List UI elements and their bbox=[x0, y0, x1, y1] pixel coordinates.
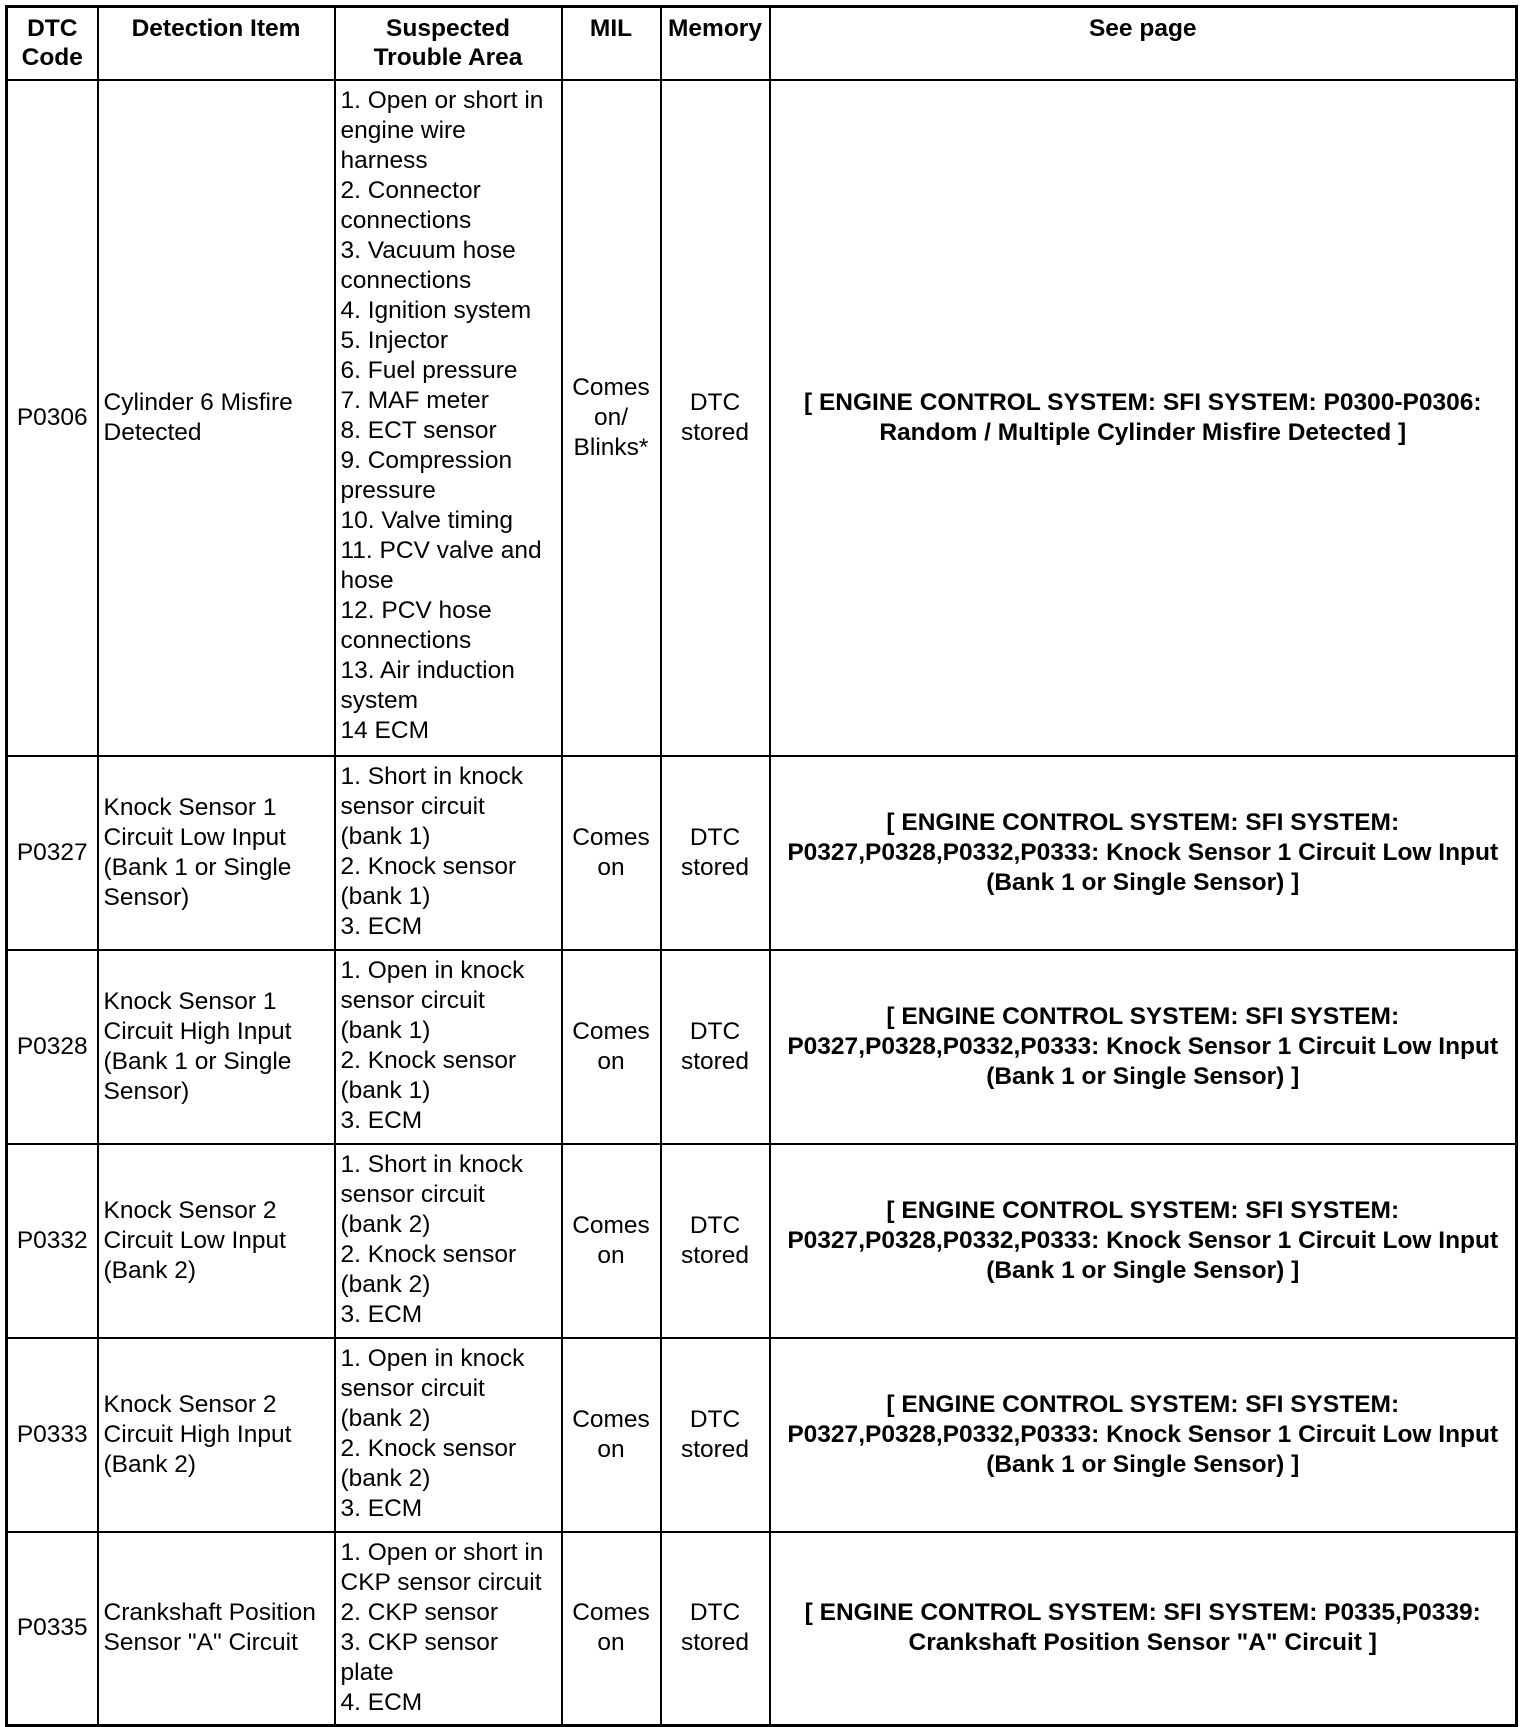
cell-text-line: Crankshaft Position Sensor "A" Circuit ] bbox=[908, 1629, 1377, 1657]
cell-text-line: 11. PCV valve and bbox=[340, 536, 542, 564]
cell-text-line: on/ bbox=[593, 403, 629, 431]
cell-text-line: stored bbox=[680, 1047, 750, 1075]
cell-text-line: DTC bbox=[689, 823, 741, 851]
cell-text-line: pressure bbox=[340, 476, 436, 504]
see-page-link[interactable] bbox=[770, 1338, 1517, 1532]
cell-text-line: (Bank 1 or Single Sensor) ] bbox=[986, 1062, 1300, 1090]
cell-text-line: (Bank 1 or Single bbox=[103, 853, 292, 881]
cell-text-line: sensor circuit bbox=[340, 986, 485, 1014]
table-row bbox=[7, 1532, 1517, 1726]
cell-text-line: (bank 2) bbox=[340, 1404, 431, 1432]
cell-text-line: DTC bbox=[27, 15, 78, 42]
detection-item-cell bbox=[98, 1532, 335, 1726]
cell-text-line: 1. Open in knock bbox=[340, 1344, 525, 1372]
cell-text-line: (bank 1) bbox=[340, 1016, 431, 1044]
cell-text-line: (Bank 2) bbox=[103, 1450, 197, 1478]
dtc-code-cell: P0335 bbox=[7, 1532, 98, 1726]
cell-text-line: Cylinder 6 Misfire bbox=[103, 388, 293, 416]
see-page-link[interactable] bbox=[770, 1144, 1517, 1338]
cell-text-line: system bbox=[340, 686, 419, 714]
cell-text-line: (Bank 1 or Single Sensor) ] bbox=[986, 1256, 1300, 1284]
cell-text-line: [ ENGINE CONTROL SYSTEM: SFI SYSTEM: bbox=[886, 1390, 1400, 1418]
detection-item-cell bbox=[98, 756, 335, 950]
mil-cell bbox=[562, 1144, 661, 1338]
see-page-link[interactable] bbox=[770, 756, 1517, 950]
cell-text-line: 6. Fuel pressure bbox=[340, 356, 518, 384]
cell-text-line: sensor circuit bbox=[340, 1374, 485, 1402]
cell-text-line: (Bank 1 or Single Sensor) ] bbox=[986, 868, 1300, 896]
cell-text-line: 5. Injector bbox=[340, 326, 449, 354]
cell-text-line: (bank 1) bbox=[340, 1076, 431, 1104]
cell-text-line: 13. Air induction bbox=[340, 656, 515, 684]
detection-item-cell bbox=[98, 950, 335, 1144]
see-page-link[interactable] bbox=[770, 950, 1517, 1144]
cell-text-line: Crankshaft Position bbox=[103, 1599, 316, 1627]
cell-text-line: (bank 2) bbox=[340, 1210, 431, 1238]
header-detection-item bbox=[98, 7, 335, 80]
cell-text-line: Comes bbox=[572, 373, 650, 401]
cell-text-line: connections bbox=[340, 206, 472, 234]
table-row bbox=[7, 756, 1517, 950]
table-row bbox=[7, 1144, 1517, 1338]
cell-text-line: 2. Knock sensor bbox=[340, 1434, 517, 1462]
cell-text-line: 3. Vacuum hose bbox=[340, 236, 516, 264]
cell-text-line: 1. Open or short in bbox=[340, 86, 544, 114]
cell-text-line: 3. ECM bbox=[340, 912, 423, 940]
cell-text-line: stored bbox=[680, 853, 750, 881]
header-row bbox=[7, 7, 1517, 80]
header-see-page bbox=[770, 7, 1517, 80]
cell-text-line: (bank 1) bbox=[340, 822, 431, 850]
cell-text-line: P0327,P0328,P0332,P0333: Knock Sensor 1 Circuit Low Input bbox=[787, 1420, 1499, 1448]
trouble-area-cell bbox=[335, 1144, 562, 1338]
mil-cell bbox=[562, 80, 661, 756]
header-suspected-trouble-area bbox=[335, 7, 562, 80]
cell-text-line: 4. ECM bbox=[340, 1688, 423, 1716]
cell-text-line: (Bank 1 or Single bbox=[103, 1047, 292, 1075]
cell-text-line: Memory bbox=[668, 15, 762, 42]
cell-text-line: harness bbox=[340, 146, 428, 174]
cell-text-line: Detected bbox=[103, 418, 202, 446]
cell-text-line: 7. MAF meter bbox=[340, 386, 489, 414]
cell-text-line: [ ENGINE CONTROL SYSTEM: SFI SYSTEM: bbox=[886, 1002, 1400, 1030]
memory-cell bbox=[661, 950, 770, 1144]
cell-text-line: P0327,P0328,P0332,P0333: Knock Sensor 1 Circuit Low Input bbox=[787, 1032, 1499, 1060]
cell-text-line: Circuit Low Input bbox=[103, 1226, 286, 1254]
cell-text-line: 2. Knock sensor bbox=[340, 852, 517, 880]
cell-text-line: See page bbox=[1088, 15, 1197, 42]
cell-text-line: 3. ECM bbox=[340, 1494, 423, 1522]
mil-cell bbox=[562, 1532, 661, 1726]
cell-text-line: 2. Connector bbox=[340, 176, 481, 204]
cell-text-line: Knock Sensor 2 bbox=[103, 1196, 277, 1224]
cell-text-line: Random / Multiple Cylinder Misfire Detected ] bbox=[879, 418, 1407, 446]
cell-text-line: DTC bbox=[689, 1017, 741, 1045]
header-dtc-code bbox=[7, 7, 98, 80]
trouble-area-cell bbox=[335, 80, 562, 756]
cell-text-line: Comes bbox=[572, 1599, 650, 1627]
trouble-area-cell bbox=[335, 950, 562, 1144]
cell-text-line: 1. Short in knock bbox=[340, 762, 523, 790]
cell-text-line: DTC bbox=[689, 388, 741, 416]
cell-text-line: Knock Sensor 1 bbox=[103, 987, 277, 1015]
dtc-code-cell: P0328 bbox=[7, 950, 98, 1144]
cell-text-line: connections bbox=[340, 626, 472, 654]
cell-text-line: Detection Item bbox=[131, 15, 301, 42]
cell-text-line: DTC bbox=[689, 1405, 741, 1433]
cell-text-line: (bank 2) bbox=[340, 1464, 431, 1492]
cell-text-line: [ ENGINE CONTROL SYSTEM: SFI SYSTEM: bbox=[886, 1196, 1400, 1224]
cell-text-line: 3. CKP sensor bbox=[340, 1628, 499, 1656]
cell-text-line: on bbox=[597, 1629, 625, 1657]
cell-text-line: on bbox=[597, 1435, 625, 1463]
cell-text-line: 9. Compression bbox=[340, 446, 513, 474]
cell-text-line: on bbox=[597, 1047, 625, 1075]
dtc-table bbox=[5, 5, 1518, 1727]
cell-text-line: MIL bbox=[589, 15, 633, 42]
trouble-area-cell bbox=[335, 756, 562, 950]
cell-text-line: 8. ECT sensor bbox=[340, 416, 497, 444]
cell-text-line: 1. Open or short in bbox=[340, 1538, 544, 1566]
cell-text-line: Comes bbox=[572, 1211, 650, 1239]
cell-text-line: 3. ECM bbox=[340, 1300, 423, 1328]
cell-text-line: Circuit Low Input bbox=[103, 823, 286, 851]
cell-text-line: (Bank 1 or Single Sensor) ] bbox=[986, 1450, 1300, 1478]
cell-text-line: [ ENGINE CONTROL SYSTEM: SFI SYSTEM: bbox=[886, 808, 1400, 836]
cell-text-line: 2. Knock sensor bbox=[340, 1240, 517, 1268]
cell-text-line: stored bbox=[680, 418, 750, 446]
cell-text-line: connections bbox=[340, 266, 472, 294]
cell-text-line: 12. PCV hose bbox=[340, 596, 492, 624]
cell-text-line: 1. Open in knock bbox=[340, 956, 525, 984]
cell-text-line: Knock Sensor 1 bbox=[103, 793, 277, 821]
dtc-code-cell: P0332 bbox=[7, 1144, 98, 1338]
cell-text-line: Circuit High Input bbox=[103, 1420, 292, 1448]
cell-text-line: Comes bbox=[572, 1017, 650, 1045]
cell-text-line: (Bank 2) bbox=[103, 1256, 197, 1284]
cell-text-line: 3. ECM bbox=[340, 1106, 423, 1134]
detection-item-cell bbox=[98, 1338, 335, 1532]
see-page-link[interactable] bbox=[770, 1532, 1517, 1726]
dtc-code-cell: P0306 bbox=[7, 80, 98, 756]
cell-text-line: plate bbox=[340, 1658, 394, 1686]
memory-cell bbox=[661, 1532, 770, 1726]
cell-text-line: 10. Valve timing bbox=[340, 506, 513, 534]
cell-text-line: Comes bbox=[572, 823, 650, 851]
cell-text-line: DTC bbox=[689, 1211, 741, 1239]
cell-text-line: CKP sensor circuit bbox=[340, 1568, 542, 1596]
header-mil bbox=[562, 7, 661, 80]
cell-text-line: 14 ECM bbox=[340, 716, 430, 744]
cell-text-line: 1. Short in knock bbox=[340, 1150, 523, 1178]
cell-text-line: 2. CKP sensor bbox=[340, 1598, 499, 1626]
cell-text-line: Code bbox=[21, 44, 83, 71]
cell-text-line: P0327,P0328,P0332,P0333: Knock Sensor 1 Circuit Low Input bbox=[787, 1226, 1499, 1254]
table-row bbox=[7, 950, 1517, 1144]
memory-cell bbox=[661, 1144, 770, 1338]
mil-cell bbox=[562, 1338, 661, 1532]
memory-cell bbox=[661, 80, 770, 756]
cell-text-line: Sensor) bbox=[103, 883, 190, 911]
cell-text-line: Sensor) bbox=[103, 1077, 190, 1105]
cell-text-line: on bbox=[597, 853, 625, 881]
memory-cell bbox=[661, 1338, 770, 1532]
dtc-code-cell: P0327 bbox=[7, 756, 98, 950]
cell-text-line: sensor circuit bbox=[340, 792, 485, 820]
cell-text-line: Trouble Area bbox=[373, 44, 523, 71]
cell-text-line: on bbox=[597, 1241, 625, 1269]
trouble-area-cell bbox=[335, 1532, 562, 1726]
cell-text-line: stored bbox=[680, 1241, 750, 1269]
cell-text-line: sensor circuit bbox=[340, 1180, 485, 1208]
cell-text-line: Sensor "A" Circuit bbox=[103, 1629, 298, 1657]
cell-text-line: 4. Ignition system bbox=[340, 296, 532, 324]
cell-text-line: [ ENGINE CONTROL SYSTEM: SFI SYSTEM: P0335,P0339: bbox=[804, 1599, 1481, 1627]
cell-text-line: [ ENGINE CONTROL SYSTEM: SFI SYSTEM: P0300-P0306: bbox=[803, 388, 1482, 416]
mil-cell bbox=[562, 756, 661, 950]
detection-item-cell bbox=[98, 80, 335, 756]
mil-cell bbox=[562, 950, 661, 1144]
see-page-link[interactable] bbox=[770, 80, 1517, 756]
cell-text-line: DTC bbox=[689, 1599, 741, 1627]
table-row bbox=[7, 1338, 1517, 1532]
cell-text-line: 2. Knock sensor bbox=[340, 1046, 517, 1074]
cell-text-line: hose bbox=[340, 566, 394, 594]
trouble-area-cell bbox=[335, 1338, 562, 1532]
detection-item-cell bbox=[98, 1144, 335, 1338]
cell-text-line: engine wire bbox=[340, 116, 466, 144]
cell-text-line: (bank 1) bbox=[340, 882, 431, 910]
cell-text-line: stored bbox=[680, 1629, 750, 1657]
cell-text-line: Knock Sensor 2 bbox=[103, 1390, 277, 1418]
cell-text-line: (bank 2) bbox=[340, 1270, 431, 1298]
cell-text-line: stored bbox=[680, 1435, 750, 1463]
cell-text-line: Suspected bbox=[386, 15, 510, 42]
cell-text-line: Blinks* bbox=[573, 433, 649, 461]
dtc-code-cell: P0333 bbox=[7, 1338, 98, 1532]
table-row bbox=[7, 80, 1517, 756]
cell-text-line: Comes bbox=[572, 1405, 650, 1433]
memory-cell bbox=[661, 756, 770, 950]
cell-text-line: Circuit High Input bbox=[103, 1017, 292, 1045]
cell-text-line: P0327,P0328,P0332,P0333: Knock Sensor 1 Circuit Low Input bbox=[787, 838, 1499, 866]
header-memory bbox=[661, 7, 770, 80]
